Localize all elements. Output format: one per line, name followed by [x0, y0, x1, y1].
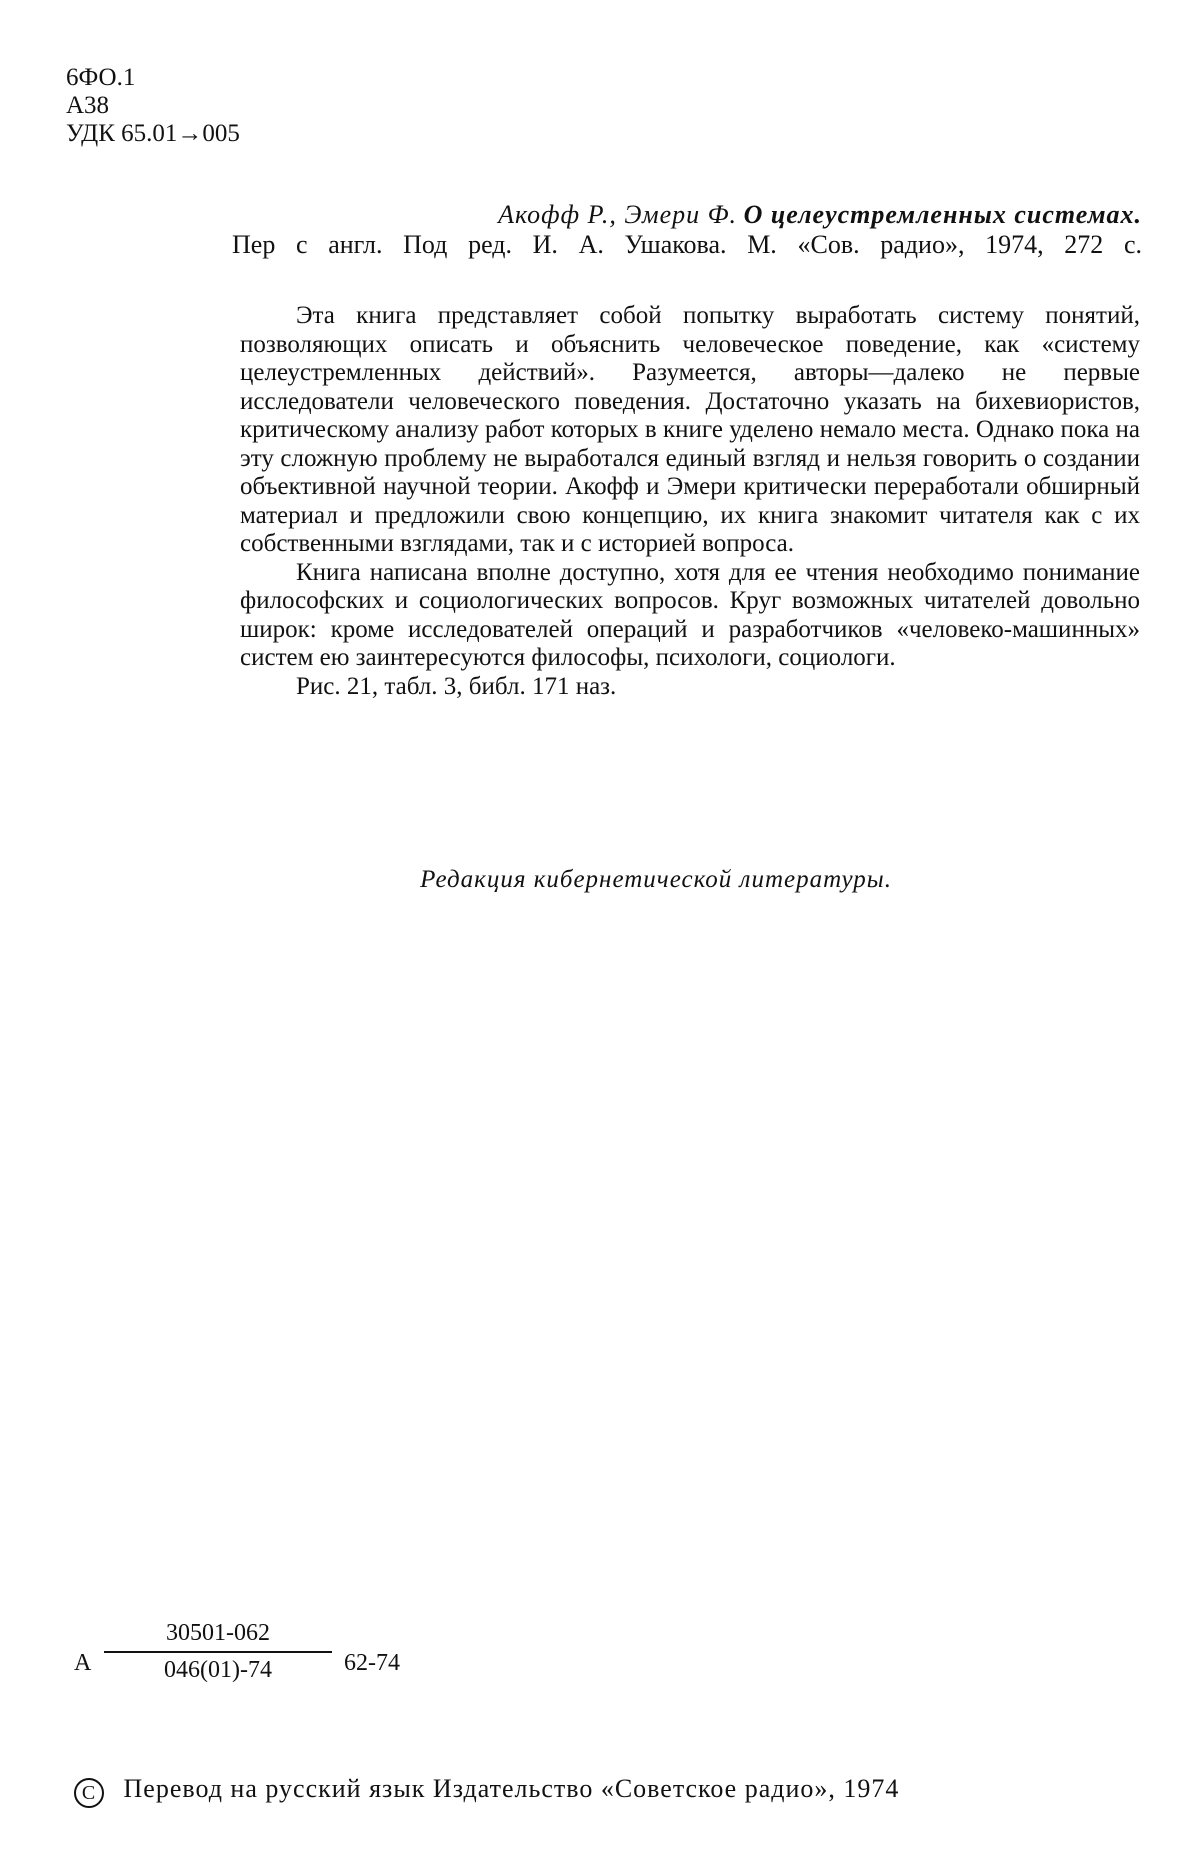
publisher-code	[74, 1620, 400, 1710]
annotation-paragraph-1: Эта книга представляет собой попытку выработать систему понятий, позволяющих описать и объяснить человеческое поведение, как «систему целеустремленных действий». Разумеется, авторы—далеко не первые исследователи человеческого поведения. Достаточно указать на бихевиористов, критическому анализу работ которых в книге уделено немало места. Однако пока на эту сложную проблему не выработался единый взгляд и нельзя говорить о создании объективной научной теории. Акофф и Эмери критически переработали обширный материал и предложили свою концепцию, их книга знакомит читателя как с их собственными взглядами, так и с историей вопроса.	[240, 302, 1140, 557]
bibliographic-entry	[232, 200, 1142, 260]
classification-block	[66, 64, 240, 148]
publisher-code-numerator: 30501-062	[104, 1620, 332, 1653]
book-authors: Акофф Р., Эмери Ф.	[498, 200, 738, 229]
copyright-icon: C	[74, 1778, 104, 1808]
annotation-paragraph-3: Рис. 21, табл. 3, библ. 171 наз.	[296, 672, 617, 700]
publisher-code-suffix: 62-74	[344, 1650, 400, 1676]
publication-details: Пер с англ. Под ред. И. А. Ушакова. М. «Сов. радио», 1974, 272 с.	[232, 230, 1142, 259]
annotation-paragraph-2: Книга написана вполне доступно, хотя для ее чтения необходимо понимание философских и социологических вопросов. Круг возможных читателей довольно широк: кроме исследователей операций и разработчиков «человеко-машинных» систем ею заинтересуются философы, психологи, социологи.	[240, 558, 1140, 671]
publisher-code-fraction	[104, 1620, 332, 1684]
copyright-text: Перевод на русский язык Издательство «Советское радио», 1974	[123, 1774, 900, 1803]
publisher-code-letter: А	[74, 1650, 92, 1676]
annotation-text	[240, 302, 1140, 701]
editorial-office: Редакция кибернетической литературы.	[420, 866, 892, 893]
copyright-line	[74, 1774, 899, 1808]
publisher-code-denominator: 046(01)-74	[164, 1657, 272, 1683]
author-mark: А38	[66, 92, 110, 119]
udk-index: УДК 65.01→005	[66, 120, 240, 147]
bbk-index: 6ФО.1	[66, 64, 136, 91]
book-title: О целеустремленных системах.	[743, 200, 1142, 229]
bibliographic-heading	[232, 200, 1142, 230]
